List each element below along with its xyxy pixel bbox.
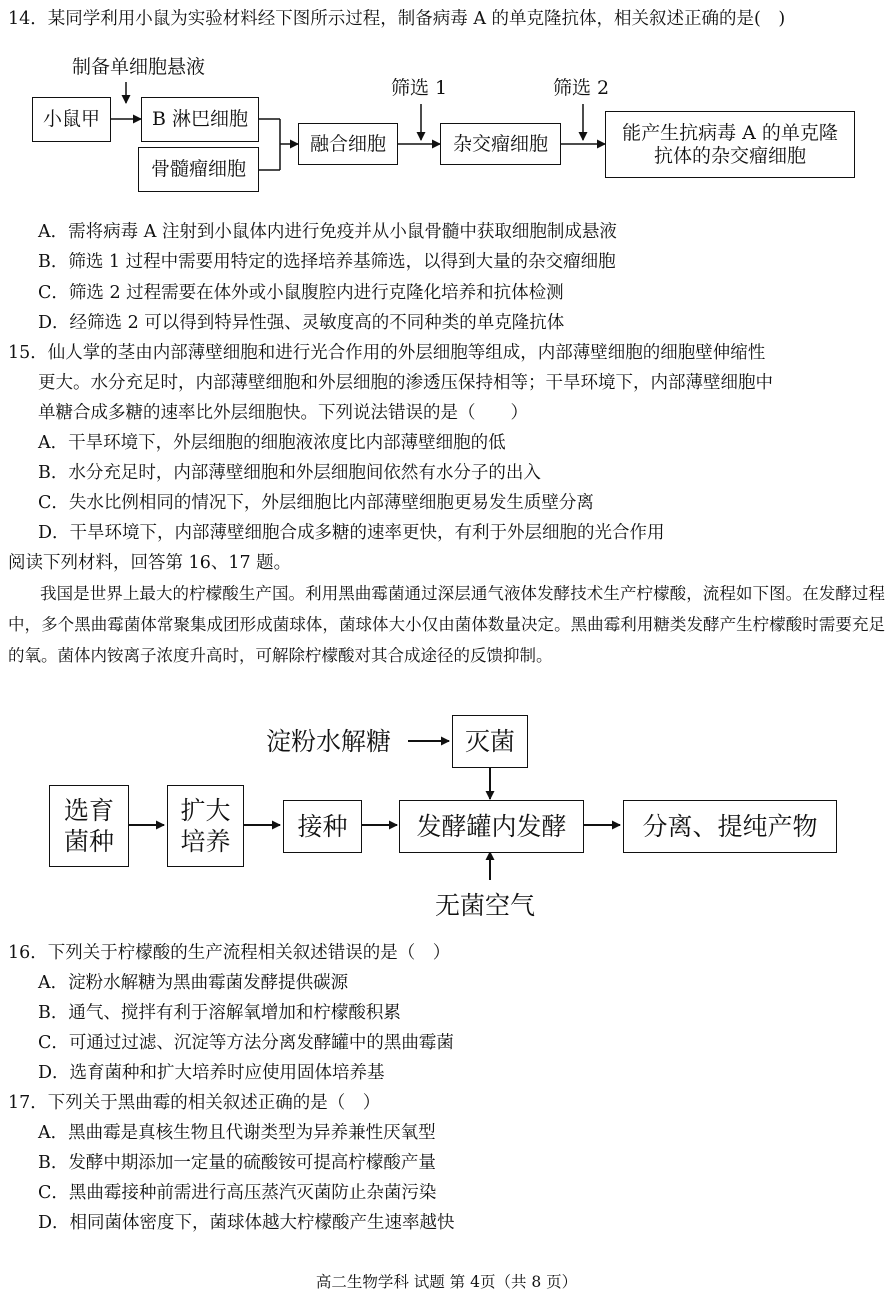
flow-label-air: 无菌空气 bbox=[435, 891, 536, 920]
page-footer: 高二生物学科 试题 第 4页（共 8 页） bbox=[315, 1273, 578, 1291]
flow-box-expand bbox=[167, 785, 244, 867]
flow-box-inoculate bbox=[283, 800, 362, 853]
q14-option-d: D．经筛选 2 可以得到特异性强、灵敏度高的不同种类的单克隆抗体 bbox=[38, 313, 565, 333]
q17-stem: 17．下列关于黑曲霉的相关叙述正确的是（ ） bbox=[8, 1093, 381, 1113]
q14-box-hybridoma bbox=[440, 123, 561, 165]
q14-option-a: A．需将病毒 A 注射到小鼠体内进行免疫并从小鼠骨髓中获取细胞制成悬液 bbox=[38, 222, 617, 242]
q14-box-myeloma bbox=[138, 147, 259, 192]
q14-box-mouse bbox=[32, 97, 111, 142]
q16-stem: 16．下列关于柠檬酸的生产流程相关叙述错误的是（ ） bbox=[8, 943, 451, 963]
q14-box-b-cell-text: B 淋巴细胞 bbox=[151, 108, 248, 130]
q16-option-a: A．淀粉水解糖为黑曲霉菌发酵提供碳源 bbox=[38, 973, 349, 993]
q14-option-b: B．筛选 1 过程中需要用特定的选择培养基筛选，以得到大量的杂交瘤细胞 bbox=[38, 252, 616, 272]
flow-box-ferment bbox=[399, 800, 584, 853]
q14-box-final-line1: 能产生抗病毒 A 的单克隆 bbox=[622, 121, 838, 144]
q14-box-final-line2: 抗体的杂交瘤细胞 bbox=[653, 144, 806, 167]
flow-box-select-line2: 菌种 bbox=[63, 827, 114, 856]
q15-stem-line1: 15．仙人掌的茎由内部薄壁细胞和进行光合作用的外层细胞等组成，内部薄壁细胞的细胞壁伸缩性 bbox=[8, 343, 766, 363]
flow-label-starch: 淀粉水解糖 bbox=[266, 727, 392, 756]
flow-box-select-line1: 选育 bbox=[63, 796, 114, 825]
q15-stem-line2: 更大。水分充足时，内部薄壁细胞和外层细胞的渗透压保持相等；干旱环境下，内部薄壁细胞中 bbox=[38, 373, 773, 393]
q14-box-fused bbox=[298, 123, 398, 165]
q15-option-a: A．干旱环境下，外层细胞的细胞液浓度比内部薄壁细胞的低 bbox=[38, 433, 506, 453]
flow-box-select bbox=[49, 785, 129, 867]
q15-option-b: B．水分充足时，内部薄壁细胞和外层细胞间依然有水分子的出入 bbox=[38, 463, 541, 483]
q14-box-mouse-text: 小鼠甲 bbox=[42, 108, 100, 130]
material-paragraph: 我国是世界上最大的柠檬酸生产国。利用黑曲霉菌通过深层通气液体发酵技术生产柠檬酸，流程如下图。在发酵过程中，多个黑曲霉菌体常聚集成团形成菌球体，菌球体大小仅由菌体数量决定。黑曲霉利用糖类发酵产生柠檬酸时需要充足的氧。菌体内铵离子浓度升高时，可解除柠檬酸对其合成途径的反馈抑制。 bbox=[8, 584, 885, 665]
q15-option-d: D．干旱环境下，内部薄壁细胞合成多糖的速率更快，有利于外层细胞的光合作用 bbox=[38, 523, 665, 543]
flow-box-expand-line1: 扩大 bbox=[180, 796, 231, 825]
q16-option-b: B．通气、搅拌有利于溶解氧增加和柠檬酸积累 bbox=[38, 1003, 401, 1023]
flow-box-inoculate-text: 接种 bbox=[297, 812, 348, 841]
flow-box-separate-text: 分离、提纯产物 bbox=[642, 812, 818, 841]
q14-box-hybridoma-text: 杂交瘤细胞 bbox=[452, 132, 548, 155]
flow-box-sterilize-text: 灭菌 bbox=[464, 727, 515, 756]
reading-intro: 阅读下列材料，回答第 16、17 题。 bbox=[8, 553, 292, 573]
q17-option-b: B．发酵中期添加一定量的硫酸铵可提高柠檬酸产量 bbox=[38, 1153, 436, 1173]
q17-option-d: D．相同菌体密度下，菌球体越大柠檬酸产生速率越快 bbox=[38, 1213, 455, 1233]
flow-box-separate bbox=[623, 800, 837, 853]
q14-label-prepare: 制备单细胞悬液 bbox=[72, 56, 206, 78]
q14-stem: 14．某同学利用小鼠为实验材料经下图所示过程，制备病毒 A 的单克隆抗体，相关叙述正确的是( ) bbox=[8, 9, 786, 29]
q15-stem-line3: 单糖合成多糖的速率比外层细胞快。下列说法错误的是（ ） bbox=[38, 403, 528, 423]
flow-box-ferment-text: 发酵罐内发酵 bbox=[416, 812, 567, 841]
q17-option-c: C．黑曲霉接种前需进行高压蒸汽灭菌防止杂菌污染 bbox=[38, 1183, 437, 1203]
q14-label-screen1: 筛选 1 bbox=[391, 77, 448, 99]
q14-box-myeloma-text: 骨髓瘤细胞 bbox=[150, 158, 246, 180]
flow-box-expand-line2: 培养 bbox=[180, 827, 231, 856]
q16-option-c: C．可通过过滤、沉淀等方法分离发酵罐中的黑曲霉菌 bbox=[38, 1033, 454, 1053]
flow-box-sterilize bbox=[452, 715, 528, 768]
q16-option-d: D．选育菌种和扩大培养时应使用固体培养基 bbox=[38, 1063, 385, 1083]
q14-option-c: C．筛选 2 过程需要在体外或小鼠腹腔内进行克隆化培养和抗体检测 bbox=[38, 283, 564, 303]
q14-box-final bbox=[605, 111, 855, 178]
q14-box-b-cell bbox=[141, 97, 259, 142]
q17-option-a: A．黑曲霉是真核生物且代谢类型为异养兼性厌氧型 bbox=[38, 1123, 436, 1143]
q15-option-c: C．失水比例相同的情况下，外层细胞比内部薄壁细胞更易发生质壁分离 bbox=[38, 493, 594, 513]
q14-box-fused-text: 融合细胞 bbox=[309, 132, 386, 155]
q14-label-screen2: 筛选 2 bbox=[553, 77, 610, 99]
